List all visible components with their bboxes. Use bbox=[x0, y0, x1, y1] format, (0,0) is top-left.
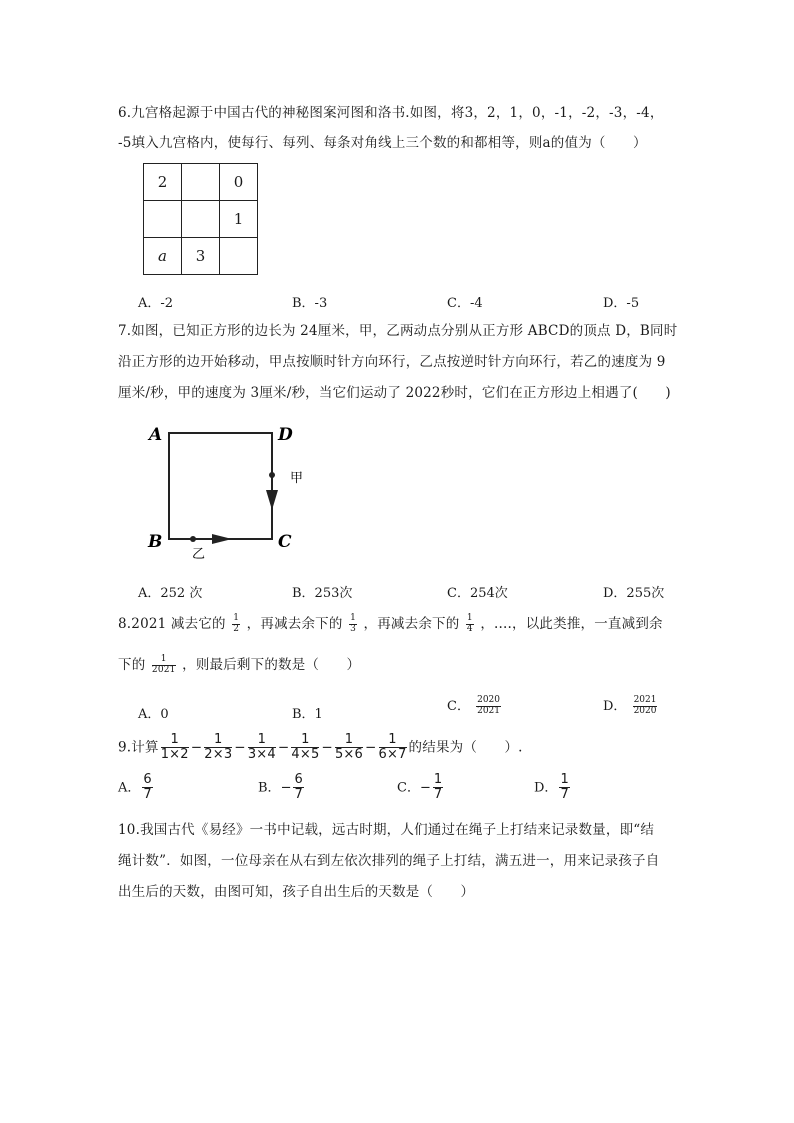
denominator: 2×3 bbox=[204, 747, 233, 763]
q9-option-b bbox=[258, 773, 306, 803]
numerator: 1 bbox=[379, 733, 407, 748]
grid-cell bbox=[144, 201, 182, 238]
label-yi: 乙 bbox=[192, 547, 206, 562]
q6-option-d: D．-5 bbox=[603, 296, 640, 311]
numerator: 6 bbox=[143, 772, 152, 787]
q8-option-d bbox=[603, 695, 659, 717]
fraction bbox=[293, 773, 303, 803]
fraction bbox=[142, 773, 152, 803]
denominator: 4 bbox=[466, 623, 473, 634]
fraction bbox=[152, 655, 176, 676]
numerator: 1 bbox=[350, 613, 357, 623]
q8-line-2 bbox=[118, 655, 360, 676]
fraction bbox=[379, 733, 407, 763]
q6-option-a: A．-2 bbox=[138, 296, 174, 311]
q9-prefix: 9.计算 bbox=[118, 739, 159, 756]
q9-option-d bbox=[534, 773, 572, 803]
q6-line-1: 6.九宫格起源于中国古代的神秘图案河图和洛书.如图，将3，2，1，0，-1，-2，-3，-4， bbox=[118, 105, 664, 121]
q10-line-3: 出生后的天数，由图可知，孩子自出生后的天数是（ ） bbox=[118, 884, 475, 900]
minus-sign: − bbox=[234, 739, 246, 756]
grid-cell: 2 bbox=[144, 164, 182, 201]
q8-option-a: A．0 bbox=[138, 707, 169, 722]
denominator: 5×6 bbox=[334, 747, 363, 763]
square-abcd bbox=[169, 433, 272, 539]
arrow-right-icon bbox=[212, 534, 232, 544]
numerator: 6 bbox=[294, 772, 303, 787]
q9-suffix: 的结果为（ ）. bbox=[408, 739, 523, 756]
option-sign: − bbox=[280, 780, 292, 796]
grid-cell bbox=[182, 164, 220, 201]
denominator: 7 bbox=[433, 787, 443, 803]
point-yi bbox=[190, 536, 196, 542]
denominator: 2020 bbox=[633, 706, 657, 716]
q8-text: 8.2021 减去它的 bbox=[118, 615, 226, 632]
fraction bbox=[633, 696, 658, 717]
q8-text: 下的 bbox=[118, 656, 146, 673]
denominator: 3 bbox=[350, 623, 357, 634]
grid-cell: 3 bbox=[182, 238, 220, 275]
denominator: 7 bbox=[143, 787, 152, 803]
numerator: 2020 bbox=[477, 695, 500, 706]
numerator: 1 bbox=[204, 733, 232, 748]
q6-option-c: C．-4 bbox=[447, 296, 483, 311]
fraction bbox=[232, 614, 240, 635]
fraction bbox=[559, 773, 569, 803]
label-b: B bbox=[148, 532, 163, 552]
fraction bbox=[466, 614, 474, 635]
minus-sign: − bbox=[321, 739, 333, 756]
fraction bbox=[335, 733, 363, 763]
arrow-down-icon bbox=[266, 490, 278, 510]
q7-option-b: B．253次 bbox=[292, 586, 353, 601]
fraction bbox=[433, 773, 443, 803]
q9-option-c bbox=[397, 773, 445, 803]
fraction bbox=[204, 733, 232, 763]
fraction bbox=[248, 733, 276, 763]
label-a: A bbox=[149, 425, 163, 445]
q7-option-c: C．254次 bbox=[447, 586, 508, 601]
option-label: C． bbox=[447, 699, 470, 714]
q6-option-b: B．-3 bbox=[292, 296, 328, 311]
q7-option-d: D．255次 bbox=[603, 586, 665, 601]
q10-line-2: 绳计数”．如图，一位母亲在从右到左依次排列的绳子上打结，满五进一，用来记录孩子自 bbox=[118, 853, 660, 869]
numerator: 1 bbox=[466, 613, 473, 623]
q7-line-3: 厘米/秒，甲的速度为 3厘米/秒，当它们运动了 2022秒时，它们在正方形边上相遇了( ) bbox=[118, 385, 671, 401]
denominator: 4×5 bbox=[291, 747, 320, 763]
option-label: D． bbox=[534, 780, 558, 796]
minus-sign: − bbox=[190, 739, 203, 756]
fraction bbox=[476, 696, 501, 717]
numerator: 1 bbox=[291, 733, 319, 748]
fraction bbox=[349, 614, 357, 635]
label-d: D bbox=[278, 425, 293, 445]
q7-line-2: 沿正方形的边开始移动，甲点按顺时针方向环行，乙点按逆时针方向环行，若乙的速度为 9 bbox=[118, 354, 666, 370]
numerator: 1 bbox=[152, 655, 176, 666]
numerator: 1 bbox=[560, 772, 569, 787]
q8-text: ，....，以此类推，一直减到余 bbox=[480, 615, 663, 632]
label-jia: 甲 bbox=[290, 471, 304, 486]
option-label: B． bbox=[258, 780, 281, 796]
denominator: 2 bbox=[233, 623, 240, 634]
option-label: D． bbox=[603, 699, 627, 714]
minus-sign: − bbox=[364, 739, 377, 756]
denominator: 6×7 bbox=[378, 747, 407, 763]
q8-option-b: B．1 bbox=[292, 707, 323, 722]
q7-line-1: 7.如图，已知正方形的边长为 24厘米，甲，乙两动点分别从正方形 ABCD的顶点 D，B同时 bbox=[118, 323, 678, 339]
denominator: 2021 bbox=[477, 706, 500, 716]
numerator: 1 bbox=[248, 733, 276, 748]
grid-cell bbox=[220, 238, 258, 275]
numerator: 1 bbox=[335, 733, 363, 748]
denominator: 2021 bbox=[151, 664, 176, 675]
q8-option-c bbox=[447, 695, 503, 717]
grid-cell-a: a bbox=[144, 238, 182, 275]
q8-line-1 bbox=[118, 614, 663, 635]
q8-text: ，再减去余下的 bbox=[363, 615, 460, 632]
q7-option-a: A．252 次 bbox=[138, 586, 203, 601]
grid-cell bbox=[182, 201, 220, 238]
numerator: 1 bbox=[233, 613, 240, 623]
minus-sign: − bbox=[277, 739, 290, 756]
denominator: 3×4 bbox=[247, 747, 276, 763]
numerator: 2021 bbox=[633, 695, 657, 706]
q9-expression bbox=[118, 733, 523, 763]
nine-grid bbox=[143, 163, 258, 275]
fraction bbox=[291, 733, 319, 763]
fraction bbox=[161, 733, 189, 763]
q8-text: ，再减去余下的 bbox=[246, 615, 343, 632]
label-c: C bbox=[278, 532, 292, 552]
numerator: 1 bbox=[161, 733, 189, 748]
grid-cell: 0 bbox=[220, 164, 258, 201]
option-label: A． bbox=[118, 780, 141, 796]
q6-line-2: -5填入九宫格内，使每行、每列、每条对角线上三个数的和都相等，则a的值为（ ） bbox=[118, 135, 647, 151]
denominator: 7 bbox=[294, 787, 303, 803]
grid-cell: 1 bbox=[220, 201, 258, 238]
option-sign: − bbox=[419, 780, 431, 796]
denominator: 7 bbox=[560, 787, 569, 803]
q8-text: ，则最后剩下的数是（ ） bbox=[182, 656, 361, 673]
q9-option-a bbox=[118, 773, 155, 803]
square-motion-figure bbox=[140, 420, 320, 570]
numerator: 1 bbox=[433, 772, 443, 787]
q10-line-1: 10.我国古代《易经》一书中记载，远古时期，人们通过在绳子上打结来记录数量，即“结 bbox=[118, 822, 655, 838]
denominator: 1×2 bbox=[160, 747, 189, 763]
option-label: C． bbox=[397, 780, 420, 796]
